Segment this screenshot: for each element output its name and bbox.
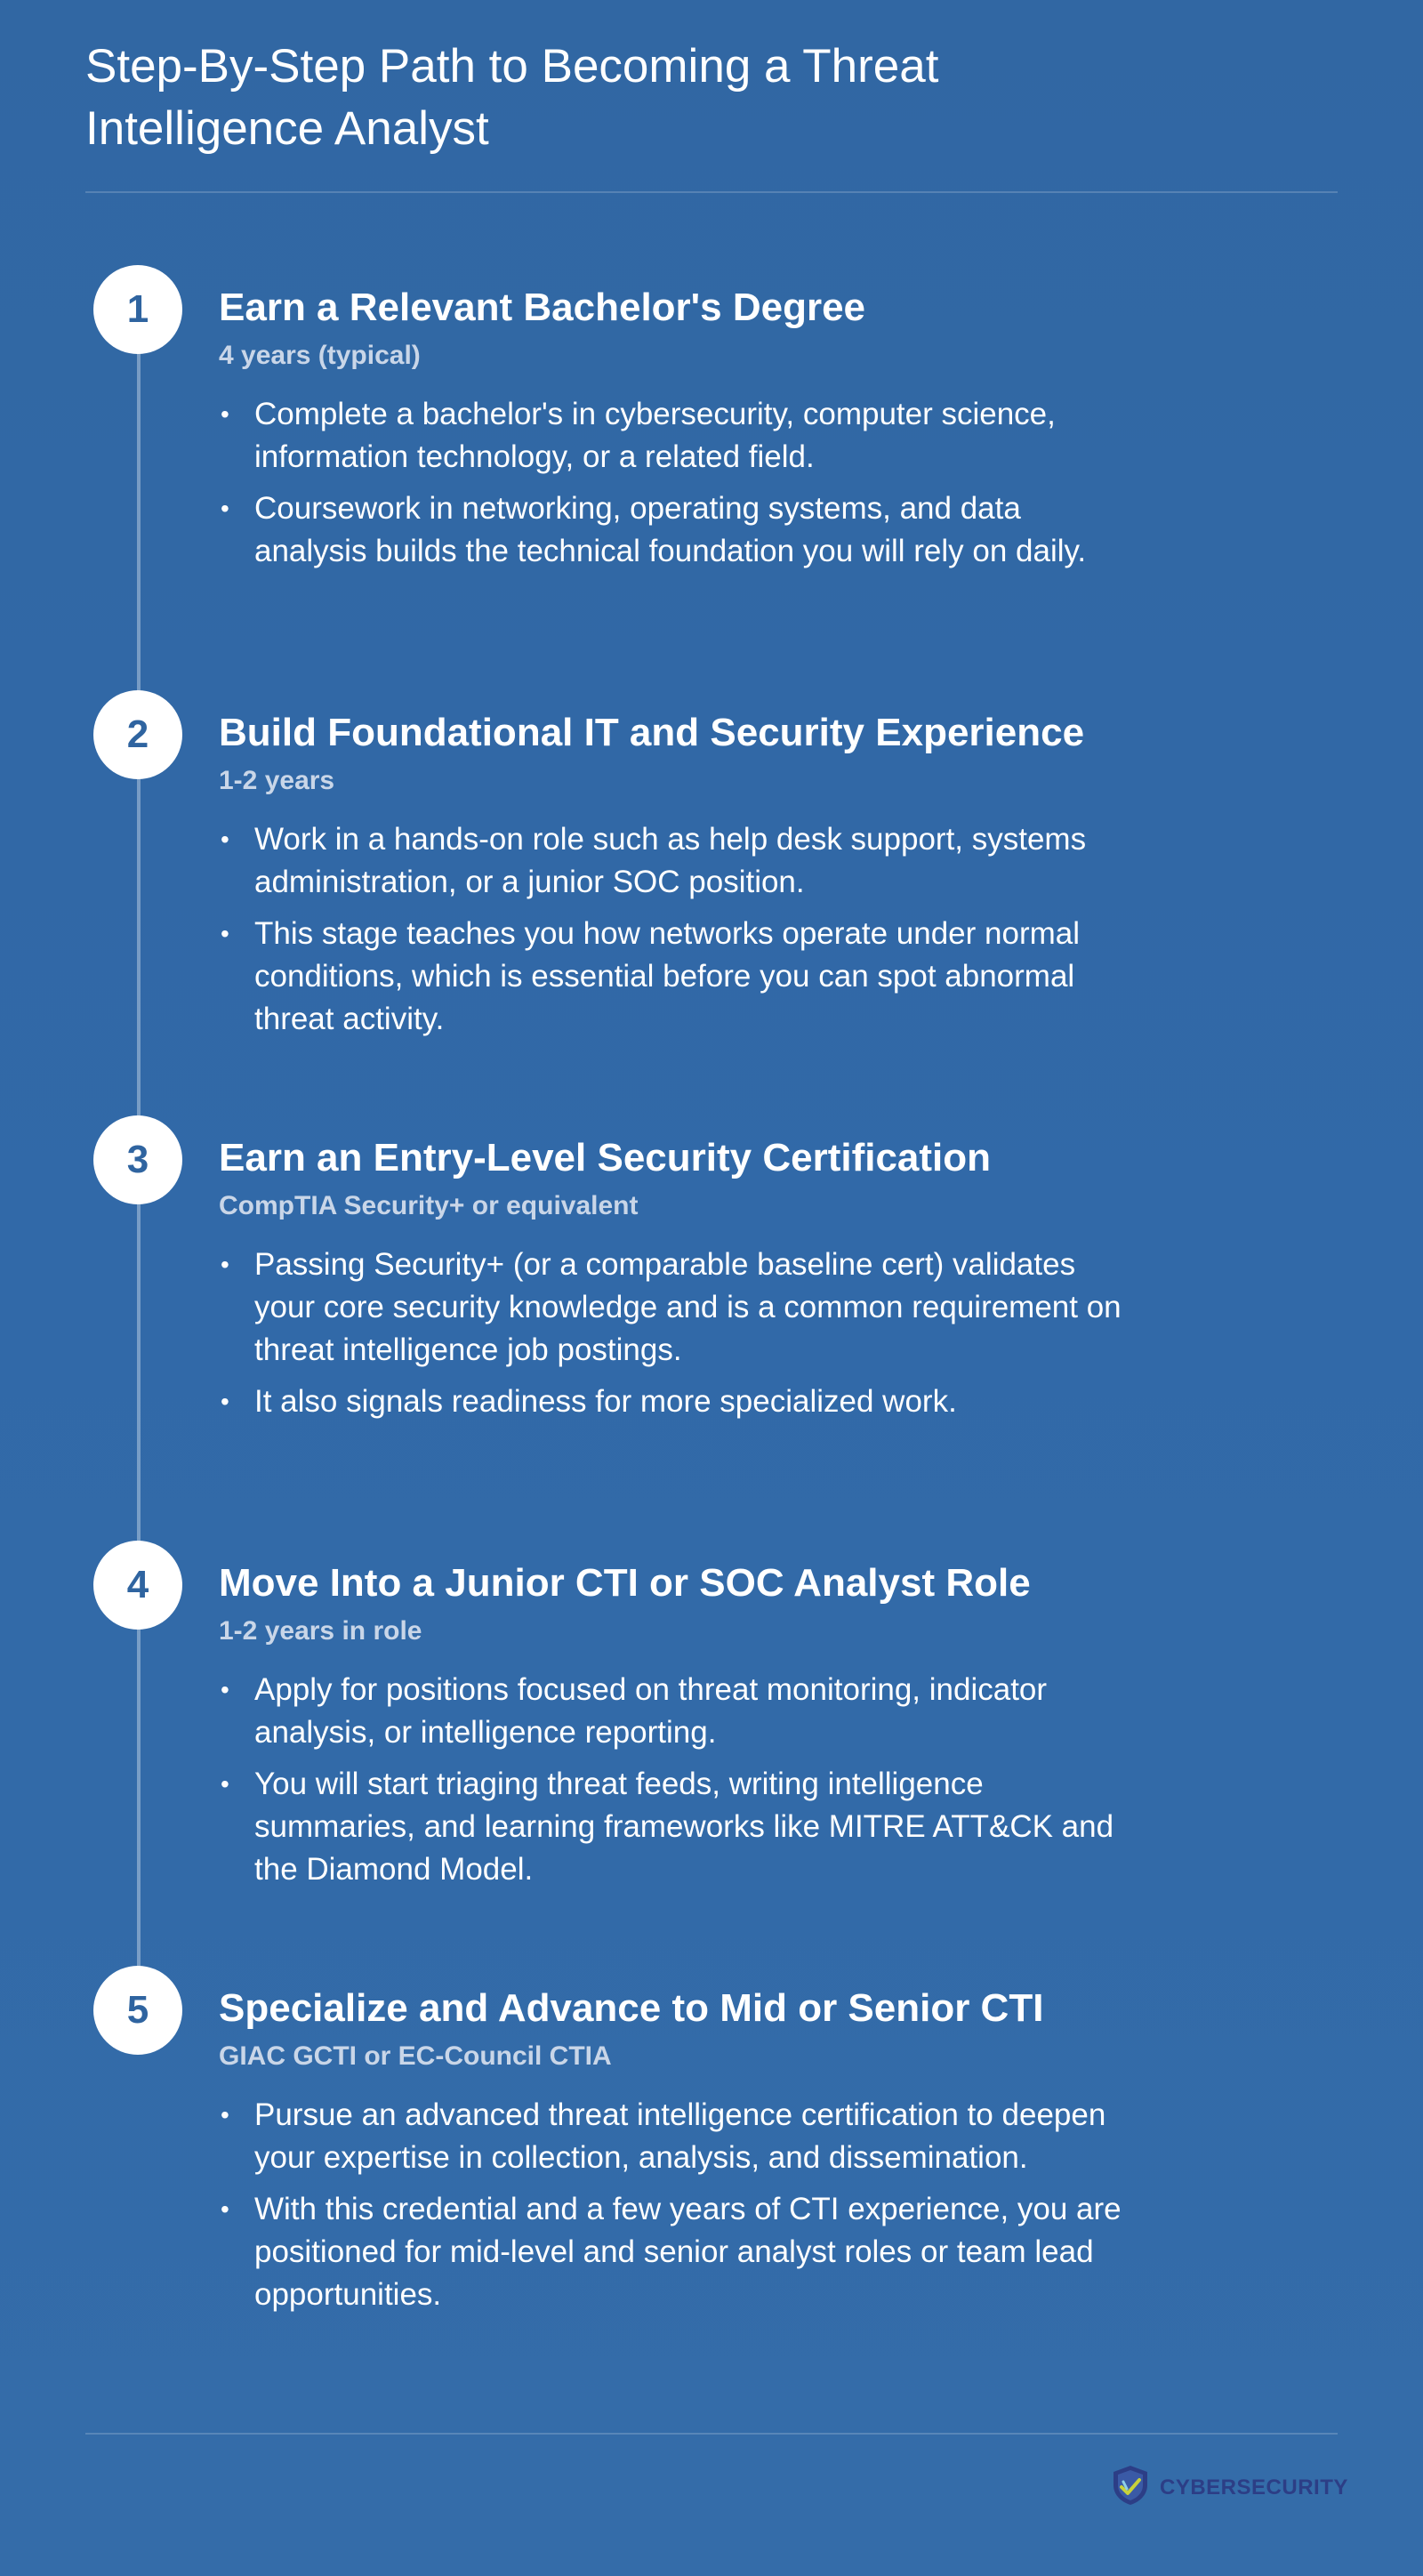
footer-logo[interactable] — [1110, 2464, 1348, 2511]
step-number-badge: 2 — [93, 690, 182, 779]
footer-divider — [85, 2433, 1338, 2435]
shield-check-icon — [1110, 2464, 1151, 2511]
step-title: Specialize and Advance to Mid or Senior CTI — [219, 1986, 1044, 2030]
step-number-badge: 3 — [93, 1115, 182, 1204]
bullet-item: • Pursue an advanced threat intelligence certification to deepen your expertise in collection, analysis, and dissemination. — [219, 2094, 1126, 2179]
page-title: Step-By-Step Path to Becoming a Threat Intelligence Analyst — [85, 40, 939, 155]
step-bullets — [219, 393, 1126, 573]
bullet-item: • With this credential and a few years of CTI experience, you are positioned for mid-level and senior analyst roles or team lead opportunities. — [219, 2188, 1126, 2316]
bullet-item: • Apply for positions focused on threat monitoring, indicator analysis, or intelligence reporting. — [219, 1669, 1126, 1754]
step-content — [219, 1558, 1126, 1900]
bullet-item: • Passing Security+ (or a comparable baseline cert) validates your core security knowledge and is a common requirement on threat intelligence job postings. — [219, 1244, 1126, 1372]
step-bullets — [219, 2094, 1126, 2316]
step-title: Earn a Relevant Bachelor's Degree — [219, 286, 866, 329]
step-bullets — [219, 818, 1126, 1041]
bullet-item: • Work in a hands-on role such as help desk support, systems administration, or a junior SOC position. — [219, 818, 1126, 904]
step-title: Earn an Entry-Level Security Certification — [219, 1136, 992, 1179]
bullet-item: • You will start triaging threat feeds, writing intelligence summaries, and learning frameworks like MITRE ATT&CK and the Diamond Model. — [219, 1763, 1126, 1891]
step-content — [219, 283, 1126, 582]
header-divider — [85, 191, 1338, 193]
step-number-badge: 4 — [93, 1541, 182, 1630]
step-title: Move Into a Junior CTI or SOC Analyst Role — [219, 1561, 1031, 1605]
step-content — [219, 1133, 1126, 1432]
step-bullets — [219, 1669, 1126, 1891]
bullet-item: • Coursework in networking, operating systems, and data analysis builds the technical foundation you will rely on daily. — [219, 487, 1126, 573]
step-duration: CompTIA Security+ or equivalent — [219, 1191, 639, 1220]
bullet-item: • This stage teaches you how networks operate under normal conditions, which is essential before you can spot abnormal threat activity. — [219, 913, 1126, 1041]
logo-text: CYBERSECURITY — [1160, 2475, 1348, 2500]
step-duration: 1-2 years in role — [219, 1616, 422, 1646]
step-content — [219, 708, 1126, 1050]
step-duration: 1-2 years — [219, 766, 335, 795]
step-number-badge: 1 — [93, 265, 182, 354]
step-content — [219, 1984, 1126, 2325]
step-number-badge: 5 — [93, 1966, 182, 2055]
step-bullets — [219, 1244, 1126, 1423]
bullet-item: • It also signals readiness for more specialized work. — [219, 1381, 1126, 1423]
step-duration: GIAC GCTI or EC-Council CTIA — [219, 2041, 612, 2071]
step-title: Build Foundational IT and Security Experience — [219, 711, 1085, 754]
bullet-item: • Complete a bachelor's in cybersecurity, computer science, information technology, or a related field. — [219, 393, 1126, 479]
step-duration: 4 years (typical) — [219, 341, 421, 370]
